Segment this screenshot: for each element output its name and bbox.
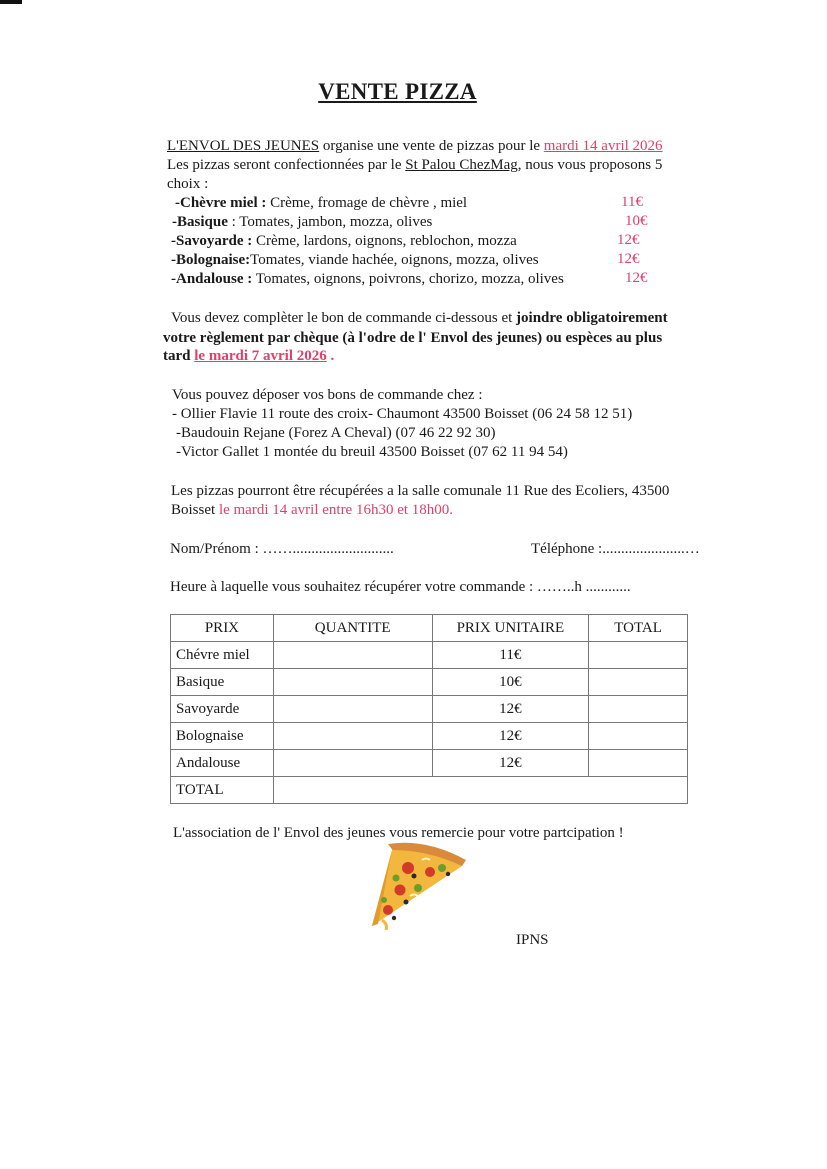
pizza-name-cell: Bolognaise — [171, 723, 274, 750]
intro-line-1 — [167, 137, 663, 155]
menu-item-desc: : Tomates, jambon, mozza, olives — [227, 214, 433, 230]
intro-line-2 — [167, 156, 662, 174]
intro-line-3: choix : — [167, 176, 209, 192]
menu-item-desc: Tomates, oignons, poivrons, chorizo, mozza, olives — [252, 271, 564, 287]
table-total-row — [171, 777, 688, 804]
menu-item-bolognaise — [171, 251, 539, 269]
menu-item-andalouse — [171, 270, 564, 288]
instructions-line-1 — [171, 309, 668, 327]
menu-item-name: -Savoyarde : — [171, 233, 253, 249]
menu-item-name: -Chèvre miel : — [175, 195, 267, 211]
menu-item-desc: Crème, lardons, oignons, reblochon, mozza — [252, 233, 517, 249]
menu-item-price: 12€ — [625, 270, 648, 286]
total-cell[interactable] — [589, 723, 688, 750]
deposit-heading: Vous pouvez déposer vos bons de commande chez : — [172, 387, 483, 403]
column-header: TOTAL — [589, 615, 688, 642]
intro-text-2b: , nous vous proposons 5 — [517, 157, 663, 173]
instructions-text: tard — [163, 348, 195, 364]
table-row — [171, 642, 688, 669]
order-table — [170, 614, 688, 804]
menu-item-chevre-miel — [175, 194, 467, 212]
page-title: VENTE PIZZA — [318, 79, 477, 104]
phone-field[interactable]: Téléphone :......................… — [531, 541, 700, 557]
deposit-contact: -Victor Gallet 1 montée du breuil 43500 Boisset (07 62 11 94 54) — [176, 444, 568, 460]
quantity-cell[interactable] — [273, 642, 432, 669]
pizza-slice-icon — [358, 838, 470, 930]
footer-ipns: IPNS — [516, 932, 549, 948]
pickup-line-2 — [171, 501, 453, 519]
table-row — [171, 723, 688, 750]
deposit-contact: -Baudouin Rejane (Forez A Cheval) (07 46 22 92 30) — [176, 425, 496, 441]
instructions-line-3 — [163, 347, 334, 365]
pizza-name-cell: Andalouse — [171, 750, 274, 777]
quantity-cell[interactable] — [273, 750, 432, 777]
menu-item-name: -Basique — [172, 214, 228, 230]
deposit-contact: - Ollier Flavie 11 route des croix- Chaumont 43500 Boisset (06 24 58 12 51) — [172, 406, 633, 422]
unit-price-cell: 10€ — [432, 669, 589, 696]
menu-item-price: 10€ — [625, 213, 648, 229]
pizza-name-cell: Chévre miel — [171, 642, 274, 669]
menu-item-desc: Tomates, viande hachée, oignons, mozza, olives — [250, 252, 539, 268]
intro-text-2a: Les pizzas seront confectionnées par le — [167, 157, 406, 173]
total-cell[interactable] — [589, 669, 688, 696]
table-row — [171, 750, 688, 777]
menu-item-name: -Bolognaise: — [171, 252, 251, 268]
order-deadline: le mardi 7 avril 2026 — [194, 348, 327, 364]
unit-price-cell: 12€ — [432, 696, 589, 723]
quantity-cell[interactable] — [273, 669, 432, 696]
org-name: L'ENVOL DES JEUNES — [167, 138, 320, 154]
pizza-maker: St Palou ChezMag — [405, 157, 518, 173]
menu-item-name: -Andalouse : — [171, 271, 253, 287]
sale-date: mardi 14 avril 2026 — [543, 138, 663, 154]
total-cell[interactable] — [589, 696, 688, 723]
pizza-name-cell: Basique — [171, 669, 274, 696]
table-header-row — [171, 615, 688, 642]
scan-corner-mark — [0, 0, 22, 4]
menu-item-price: 11€ — [621, 194, 643, 210]
table-row — [171, 669, 688, 696]
column-header: PRIX UNITAIRE — [432, 615, 589, 642]
pizza-name-cell: Savoyarde — [171, 696, 274, 723]
unit-price-cell: 12€ — [432, 723, 589, 750]
menu-item-basique — [172, 213, 432, 231]
table-row — [171, 696, 688, 723]
intro-text-1: organise une vente de pizzas pour le — [319, 138, 544, 154]
grand-total-cell[interactable] — [273, 777, 687, 804]
unit-price-cell: 12€ — [432, 750, 589, 777]
thanks-message: L'association de l' Envol des jeunes vous remercie pour votre partcipation ! — [173, 825, 624, 841]
instructions-end: . — [326, 348, 335, 364]
total-cell[interactable] — [589, 750, 688, 777]
name-field[interactable]: Nom/Prénom : ……........................... — [170, 541, 394, 557]
instructions-bold: joindre obligatoirement — [516, 310, 668, 326]
menu-item-savoyarde — [171, 232, 517, 250]
total-cell[interactable] — [589, 642, 688, 669]
column-header: QUANTITE — [273, 615, 432, 642]
menu-item-price: 12€ — [617, 232, 640, 248]
menu-item-desc: Crème, fromage de chèvre , miel — [266, 195, 468, 211]
pickup-hour-field[interactable]: Heure à laquelle vous souhaitez récupérer votre commande : ……..h ............ — [170, 579, 631, 595]
quantity-cell[interactable] — [273, 723, 432, 750]
pickup-text: Boisset — [171, 502, 219, 518]
instructions-text: Vous devez complèter le bon de commande ci-dessous et — [171, 310, 517, 326]
pickup-time: le mardi 14 avril entre 16h30 et 18h00. — [218, 502, 454, 518]
pickup-line-1: Les pizzas pourront être récupérées a la salle comunale 11 Rue des Ecoliers, 43500 — [171, 483, 670, 499]
total-label-cell: TOTAL — [171, 777, 274, 804]
column-header: PRIX — [171, 615, 274, 642]
instructions-line-2: votre règlement par chèque (à l'odre de l' Envol des jeunes) ou espèces au plus — [163, 330, 663, 346]
unit-price-cell: 11€ — [432, 642, 589, 669]
menu-item-price: 12€ — [617, 251, 640, 267]
quantity-cell[interactable] — [273, 696, 432, 723]
